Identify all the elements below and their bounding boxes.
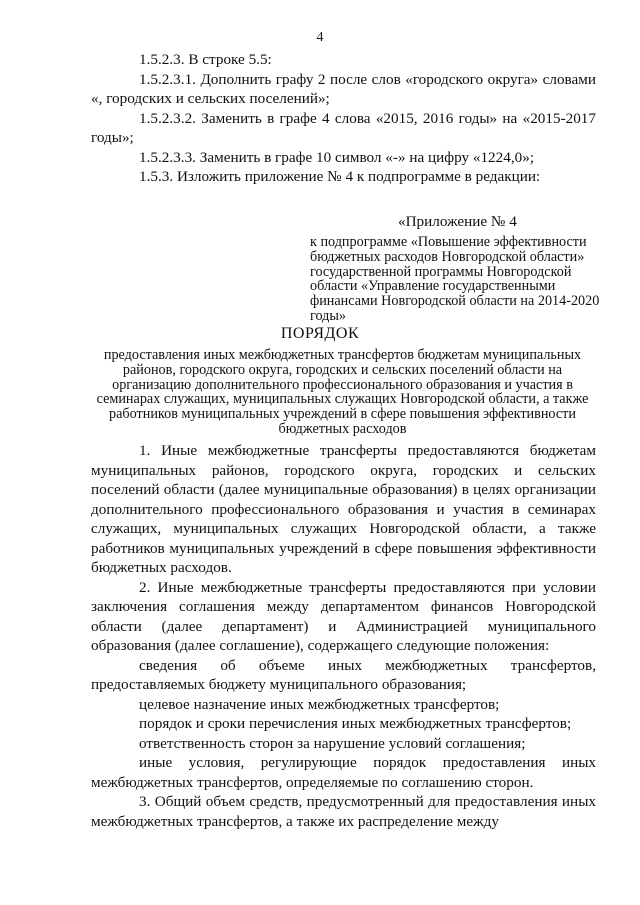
list-item: порядок и сроки перечисления иных межбюджетных трансфертов;	[139, 715, 572, 732]
paragraph-3: 3. Общий объем средств, предусмотренный для предоставления иных межбюджетных трансфертов, а также их распределение между	[91, 793, 596, 830]
list-item: сведения об объеме иных межбюджетных трансфертов, предоставляемых бюджету муниципального образования;	[91, 656, 596, 693]
page-number: 4	[316, 30, 324, 45]
amendment-list	[91, 50, 596, 187]
appendix-note: к подпрограмме «Повышение эффективности бюджетных расходов Новгородской области» государственной программы Новгородской области «Управление государственными финансами Новгородской области на 2014-2020 годы»	[310, 234, 600, 324]
document-subheading: предоставления иных межбюджетных трансфертов бюджетам муниципальных районов, городского округа, городских и сельских поселений области на организацию дополнительного профессионального образования и участия в семинарах служащих, муниципальных служащих Новгородской области, а также работников муниципальных учреждений в сфере повышения эффективности бюджетных расходов	[96, 347, 589, 437]
paragraph-1: 1. Иные межбюджетные трансферты предоставляются бюджетам муниципальных районов, городского округа, городских и сельских поселений области (далее муниципальные образования) в целях организации дополнительного профессионального образования и участия в семинарах служащих, муниципальных служащих Новгородской области, а также работников муниципальных учреждений в сфере повышения эффективности бюджетных расходов.	[91, 442, 596, 576]
list-item: ответственность сторон за нарушение условий соглашения;	[139, 734, 526, 752]
document-heading: ПОРЯДОК	[280, 325, 360, 342]
amendment-item: 1.5.2.3. В строке 5.5:	[139, 51, 272, 68]
appendix-title: «Приложение № 4	[398, 213, 517, 230]
amendment-item: 1.5.2.3.3. Заменить в графе 10 символ «-» на цифру «1224,0»;	[139, 148, 535, 166]
amendment-item: 1.5.2.3.1. Дополнить графу 2 после слов «городского округа» словами «, городских и сельских поселений»;	[91, 70, 596, 107]
amendment-item: 1.5.2.3.2. Заменить в графе 4 слова «2015, 2016 годы» на «2015-2017 годы»;	[91, 109, 596, 146]
order-body	[91, 441, 596, 831]
list-item: иные условия, регулирующие порядок предоставления иных межбюджетных трансфертов, определяемые по соглашению сторон.	[91, 754, 596, 791]
paragraph-2: 2. Иные межбюджетные трансферты предоставляются при условии заключения соглашения между департаментом финансов Новгородской области (далее департамент) и Администрацией муниципального образования (далее соглашение), содержащего следующие положения:	[91, 578, 596, 654]
list-item: целевое назначение иных межбюджетных трансфертов;	[139, 695, 500, 713]
amendment-item: 1.5.3. Изложить приложение № 4 к подпрограмме в редакции:	[139, 168, 541, 185]
